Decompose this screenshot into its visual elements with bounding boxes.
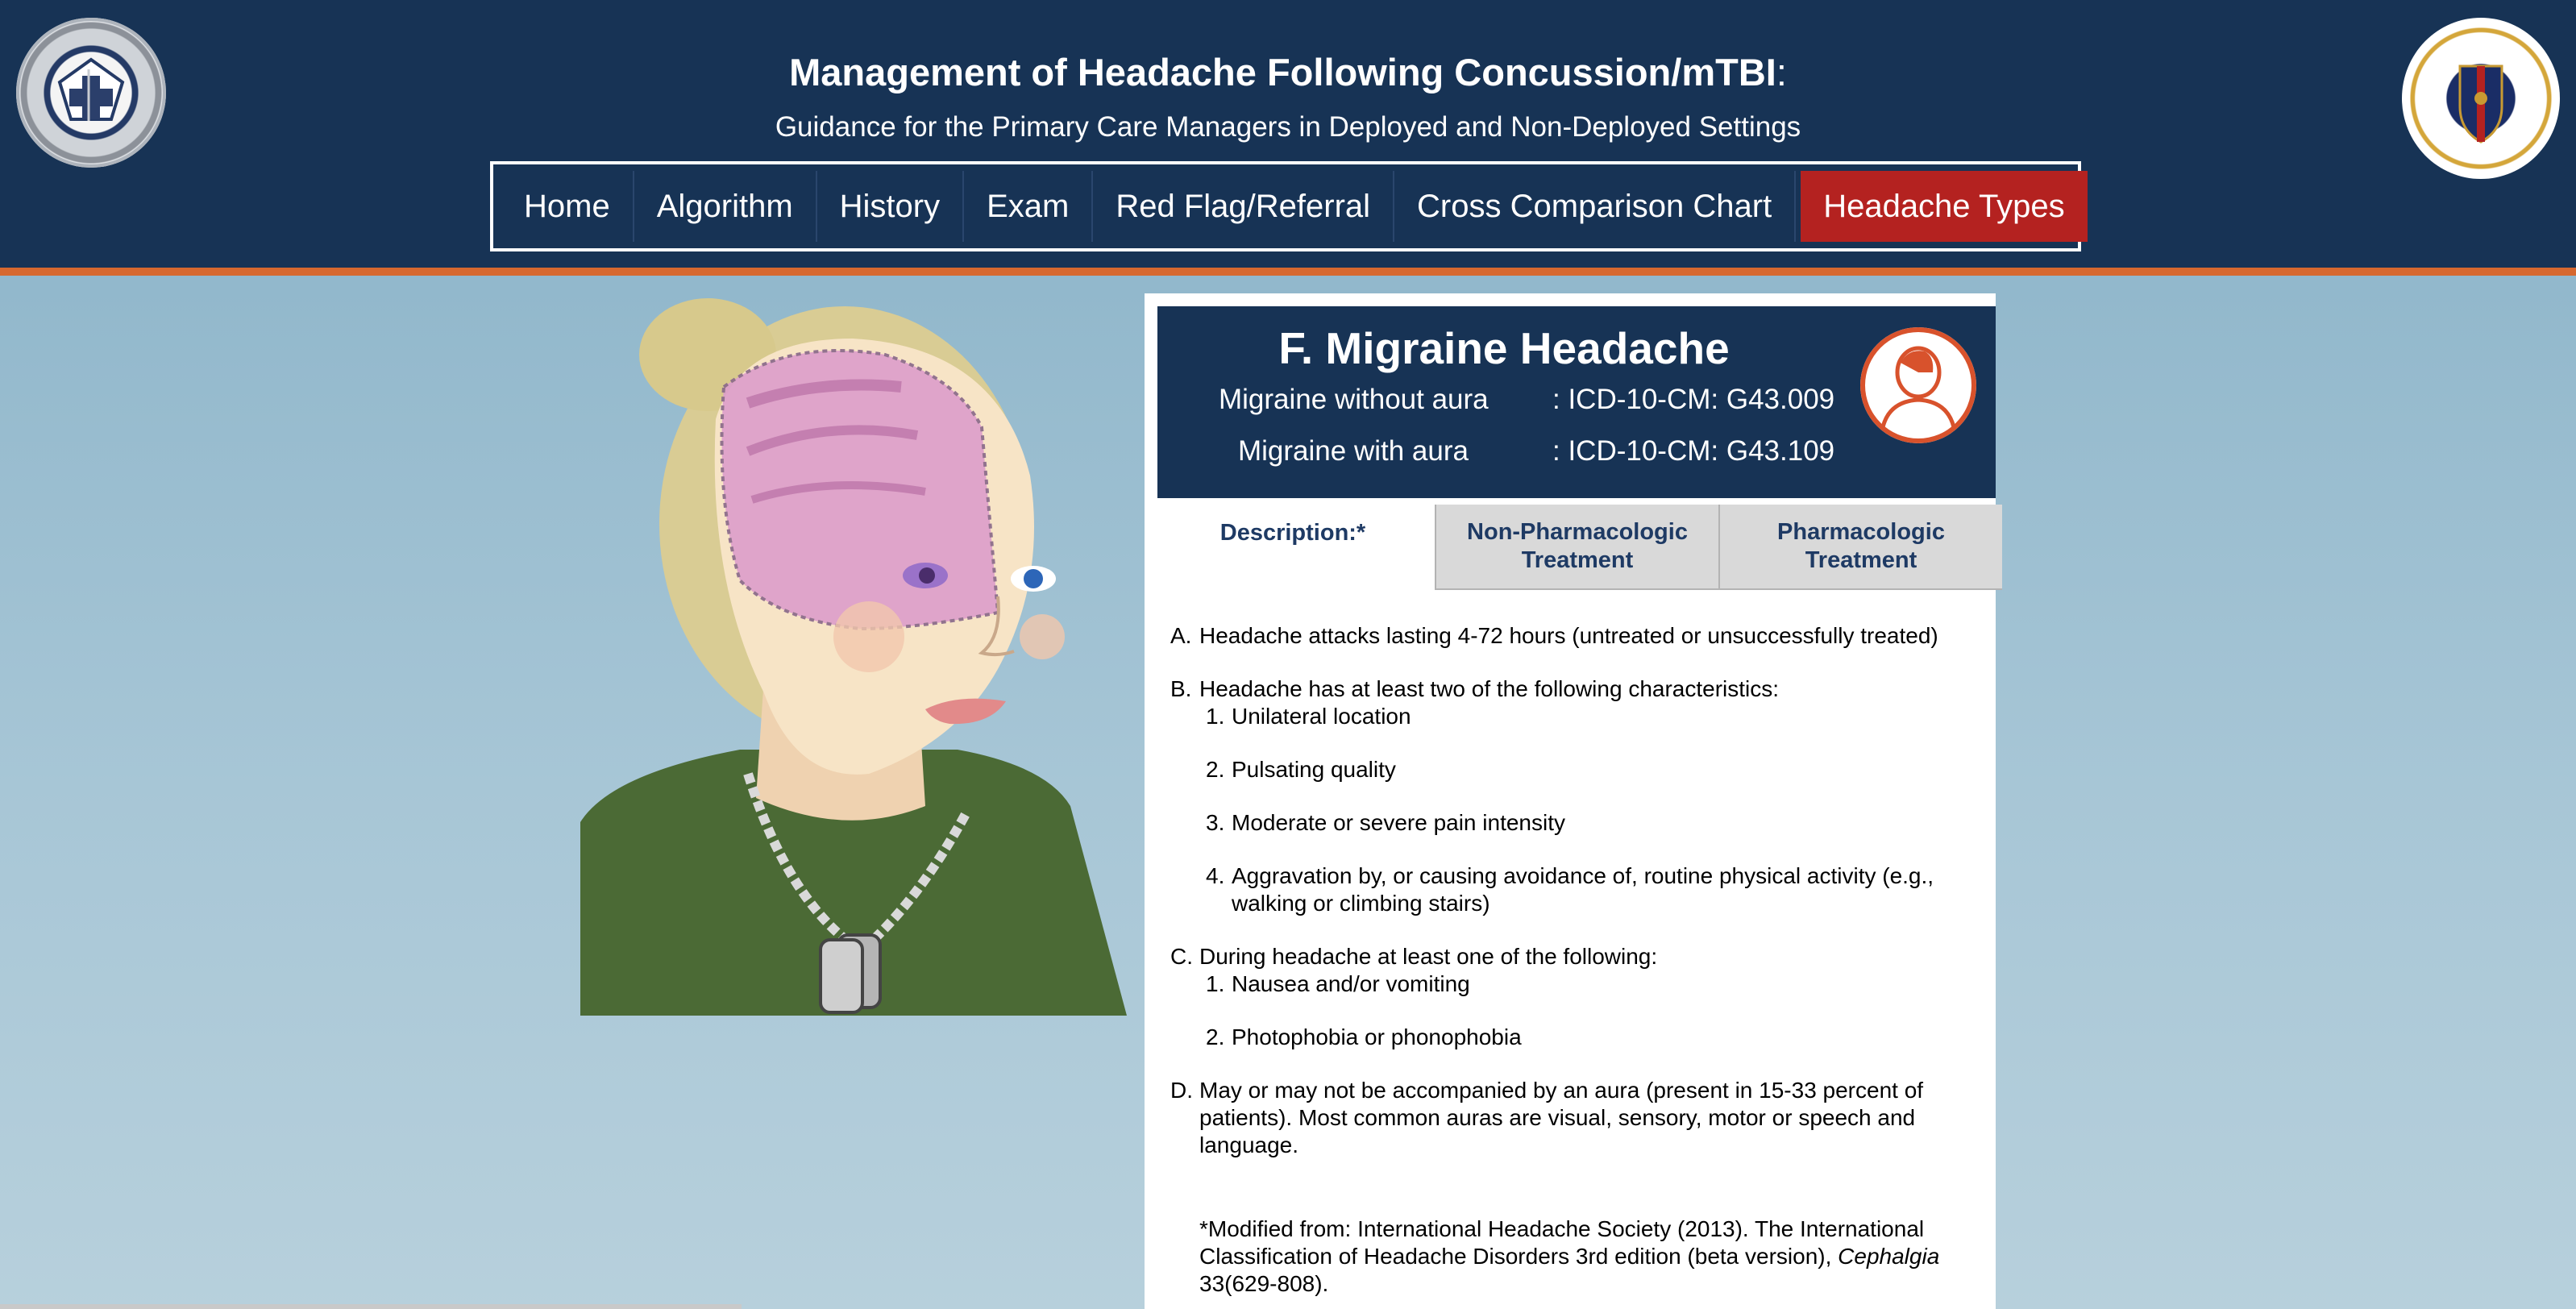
- list-item: 1. Nausea and/or vomiting: [1206, 971, 1470, 996]
- journal-name: Cephalgia: [1838, 1244, 1940, 1269]
- list-item: 2. Pulsating quality: [1206, 757, 1396, 782]
- nav-exam[interactable]: Exam: [964, 171, 1093, 242]
- nav-algorithm[interactable]: Algorithm: [634, 171, 817, 242]
- page-title: Management of Headache Following Concussion/mTBI: [789, 51, 1776, 94]
- list-item: 4. Aggravation by, or causing avoidance of, routine physical activity (e.g., walking or climbing stairs): [1206, 863, 1934, 916]
- migraine-illustration: [579, 290, 1143, 1016]
- list-item: 1. Unilateral location: [1206, 704, 1411, 729]
- code-name-1: Migraine without aura: [1219, 384, 1489, 415]
- defense-health-agency-logo[interactable]: [2402, 18, 2560, 179]
- head-pain-icon: [1860, 327, 1976, 443]
- panel-header: [1157, 306, 1996, 498]
- main-nav: [490, 161, 2081, 251]
- list-item: 3. Moderate or severe pain intensity: [1206, 810, 1565, 835]
- criterion-c: C. During headache at least one of the following: 1. Nausea and/or vomiting 2. Photophobia or phonophobia: [1170, 943, 1984, 1051]
- headache-title: F. Migraine Headache: [1278, 323, 1730, 373]
- criterion-a: A. Headache attacks lasting 4-72 hours (untreated or unsuccessfully treated): [1170, 623, 1938, 648]
- page-subtitle: Guidance for the Primary Care Managers in Deployed and Non-Deployed Settings: [775, 111, 1801, 143]
- nav-red-flag-referral[interactable]: Red Flag/Referral: [1093, 171, 1394, 242]
- tab-description[interactable]: Description:*: [1151, 505, 1435, 590]
- code-name-2: Migraine with aura: [1238, 435, 1469, 467]
- nav-headache-types[interactable]: Headache Types: [1801, 171, 2087, 242]
- criterion-b: B. Headache has at least two of the following characteristics: 1. Unilateral location 2. Pulsating quality 3. Moderate or severe pain intensity 4. Aggravation by, or causing avoidance of, routine physical activity (e.g., walking or climbing stairs): [1170, 675, 1984, 917]
- description-content: [1170, 622, 1984, 1298]
- tab-non-pharmacologic-treatment[interactable]: Non-Pharmacologic Treatment: [1435, 505, 1718, 590]
- nav-home[interactable]: Home: [501, 171, 634, 242]
- tab-pharmacologic-treatment[interactable]: Pharmacologic Treatment: [1718, 505, 2002, 590]
- header-divider: [0, 268, 2576, 276]
- code-value-2: : ICD-10-CM: G43.109: [1552, 435, 1835, 467]
- headache-detail-panel: [1145, 293, 1996, 1309]
- nav-history[interactable]: History: [817, 171, 964, 242]
- code-value-1: : ICD-10-CM: G43.009: [1552, 384, 1835, 415]
- list-item: 2. Photophobia or phonophobia: [1206, 1024, 1522, 1049]
- citation-footnote: *Modified from: International Headache Society (2013). The International Classification of Headache Disorders 3rd edition (beta version), Cephalgia 33(629-808).: [1199, 1216, 1940, 1296]
- criterion-d: D. May or may not be accompanied by an aura (present in 15-33 percent of patients). Most common auras are visual, sensory, motor or speech and language.: [1170, 1078, 1924, 1157]
- horizontal-scrollbar[interactable]: [0, 1304, 742, 1309]
- nav-cross-comparison-chart[interactable]: Cross Comparison Chart: [1394, 171, 1796, 242]
- site-header: [0, 0, 2576, 268]
- panel-tabs: [1151, 505, 2002, 593]
- title-colon: :: [1776, 51, 1787, 94]
